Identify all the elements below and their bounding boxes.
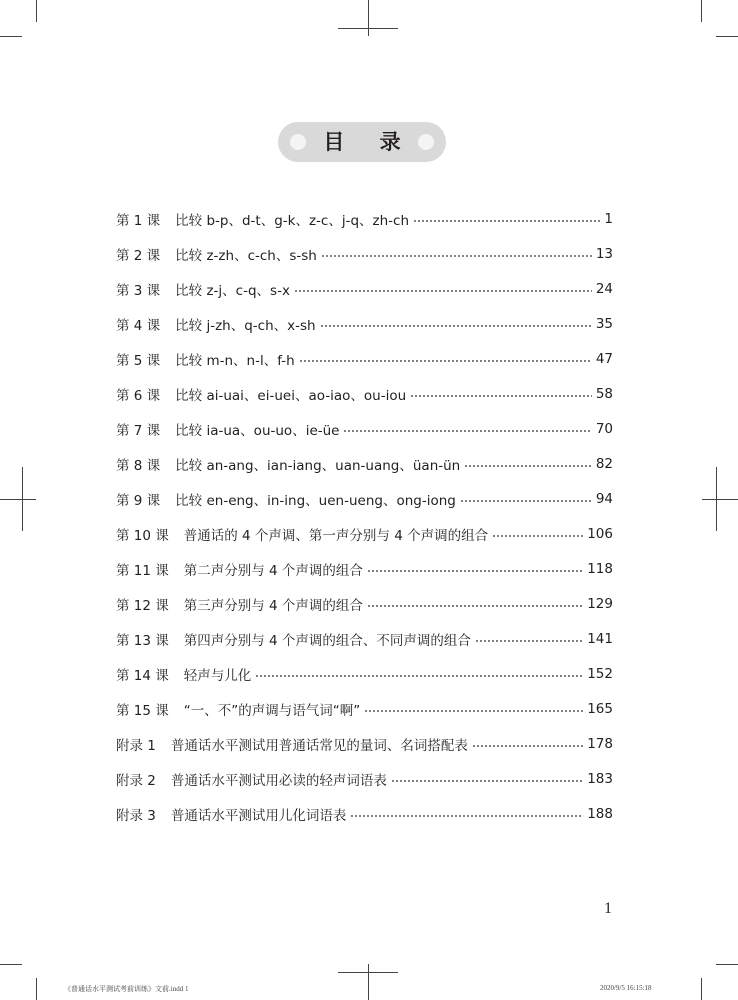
dot-leader [255, 674, 583, 677]
toc-entry-page: 94 [595, 490, 613, 507]
toc-entry-page: 47 [595, 350, 613, 367]
registration-mark [0, 499, 36, 500]
crop-mark [716, 964, 738, 965]
toc-entry-page: 13 [595, 245, 613, 262]
dot-leader [460, 499, 592, 502]
toc-entry[interactable] [116, 516, 613, 551]
dot-leader [367, 569, 583, 572]
dot-leader [464, 464, 592, 467]
registration-mark [368, 0, 369, 36]
dot-leader [321, 254, 592, 257]
dot-leader [472, 744, 583, 747]
toc-entry-label: 第 7 课 [116, 422, 161, 439]
dot-leader [294, 289, 592, 292]
registration-mark [702, 499, 738, 500]
toc-entry[interactable] [116, 656, 613, 691]
toc-entry[interactable] [116, 796, 613, 831]
toc-entry-label: 第 15 课 [116, 702, 169, 719]
toc-entry[interactable] [116, 481, 613, 516]
toc-entry[interactable] [116, 726, 613, 761]
page-title: 目 录 [323, 130, 415, 154]
dot-leader [350, 814, 583, 817]
toc-entry-title: 第二声分别与 4 个声调的组合 [183, 562, 363, 579]
page-number: 1 [604, 900, 612, 917]
print-slug-timestamp: 2020/9/5 16:15:18 [600, 984, 652, 992]
toc-entry-label: 第 10 课 [116, 527, 169, 544]
toc-entry-title: 普通话水平测试用儿化词语表 [170, 807, 347, 824]
decorative-dot-icon [418, 134, 434, 150]
toc-entry-title: 比较 j-zh、q-ch、x-sh [175, 317, 316, 334]
toc-entry-page: 152 [587, 665, 613, 682]
toc-entry[interactable] [116, 306, 613, 341]
toc-entry-label: 第 11 课 [116, 562, 169, 579]
registration-mark [338, 28, 398, 29]
table-of-contents [116, 201, 613, 831]
crop-mark [701, 0, 702, 22]
dot-leader [475, 639, 583, 642]
toc-entry-page: 188 [587, 805, 613, 822]
dot-leader [367, 604, 583, 607]
toc-entry-page: 106 [587, 525, 613, 542]
toc-entry-page: 118 [587, 560, 613, 577]
toc-entry-page: 183 [587, 770, 613, 787]
toc-entry-page: 178 [587, 735, 613, 752]
toc-entry-title: 普通话的 4 个声调、第一声分别与 4 个声调的组合 [183, 527, 489, 544]
toc-entry-label: 第 1 课 [116, 212, 161, 229]
toc-entry-title: 比较 z-j、c-q、s-x [175, 282, 290, 299]
print-slug-file: 《普通话水平测试考前训练》文前.indd 1 [64, 985, 189, 993]
dot-leader [391, 779, 583, 782]
registration-mark [338, 972, 398, 973]
crop-mark [701, 978, 702, 1000]
toc-entry-title: 第三声分别与 4 个声调的组合 [183, 597, 363, 614]
dot-leader [413, 219, 600, 222]
toc-entry-page: 129 [587, 595, 613, 612]
registration-mark [368, 964, 369, 1000]
toc-entry-label: 第 3 课 [116, 282, 161, 299]
toc-entry-label: 附录 3 [116, 807, 156, 824]
toc-entry[interactable] [116, 446, 613, 481]
toc-entry-title: 第四声分别与 4 个声调的组合、不同声调的组合 [183, 632, 471, 649]
toc-entry-page: 58 [595, 385, 613, 402]
crop-mark [0, 964, 22, 965]
toc-entry-label: 第 2 课 [116, 247, 161, 264]
toc-entry[interactable] [116, 341, 613, 376]
dot-leader [410, 394, 592, 397]
toc-entry-title: 比较 ai-uai、ei-uei、ao-iao、ou-iou [175, 387, 407, 404]
toc-entry-page: 35 [595, 315, 613, 332]
toc-entry-title: 普通话水平测试用普通话常见的量词、名词搭配表 [170, 737, 468, 754]
toc-entry-label: 第 13 课 [116, 632, 169, 649]
dot-leader [343, 429, 591, 432]
toc-entry[interactable] [116, 621, 613, 656]
toc-entry-label: 第 9 课 [116, 492, 161, 509]
toc-entry[interactable] [116, 271, 613, 306]
toc-entry-title: 比较 ia-ua、ou-uo、ie-üe [175, 422, 340, 439]
toc-entry-title: 比较 an-ang、ian-iang、uan-uang、üan-ün [175, 457, 461, 474]
toc-entry-label: 第 8 课 [116, 457, 161, 474]
toc-entry-title: 轻声与儿化 [183, 667, 252, 684]
toc-entry-title: 比较 z-zh、c-ch、s-sh [175, 247, 317, 264]
dot-leader [364, 709, 583, 712]
toc-entry-page: 24 [595, 280, 613, 297]
title-banner [278, 122, 446, 162]
toc-entry[interactable] [116, 411, 613, 446]
dot-leader [492, 534, 583, 537]
toc-entry-title: 普通话水平测试用必读的轻声词语表 [170, 772, 387, 789]
dot-leader [320, 324, 592, 327]
toc-entry-page: 82 [595, 455, 613, 472]
crop-mark [36, 0, 37, 22]
toc-entry-label: 第 14 课 [116, 667, 169, 684]
toc-entry[interactable] [116, 551, 613, 586]
toc-entry-page: 70 [595, 420, 613, 437]
crop-mark [36, 978, 37, 1000]
toc-entry-label: 第 5 课 [116, 352, 161, 369]
toc-entry-label: 第 6 课 [116, 387, 161, 404]
toc-entry[interactable] [116, 761, 613, 796]
toc-entry-title: 比较 en-eng、in-ing、uen-ueng、ong-iong [175, 492, 456, 509]
crop-mark [716, 36, 738, 37]
toc-entry-title: “一、不”的声调与语气词“啊” [183, 702, 361, 719]
toc-entry-label: 附录 2 [116, 772, 156, 789]
toc-entry-title: 比较 b-p、d-t、g-k、z-c、j-q、zh-ch [175, 212, 410, 229]
toc-entry-page: 1 [604, 210, 613, 227]
toc-entry-label: 第 4 课 [116, 317, 161, 334]
toc-entry-title: 比较 m-n、n-l、f-h [175, 352, 295, 369]
toc-entry[interactable] [116, 376, 613, 411]
toc-entry-label: 附录 1 [116, 737, 156, 754]
toc-entry-page: 141 [587, 630, 613, 647]
toc-entry[interactable] [116, 236, 613, 271]
toc-entry[interactable] [116, 586, 613, 621]
toc-entry-label: 第 12 课 [116, 597, 169, 614]
toc-entry-page: 165 [587, 700, 613, 717]
dot-leader [299, 359, 592, 362]
toc-entry[interactable] [116, 201, 613, 236]
crop-mark [0, 36, 22, 37]
toc-entry[interactable] [116, 691, 613, 726]
